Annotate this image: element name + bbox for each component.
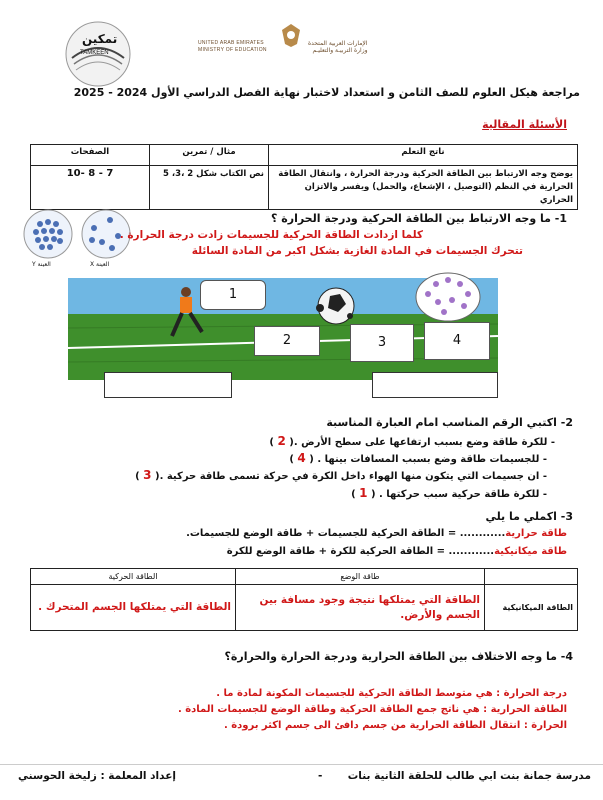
ministry-ar: الإمارات العربية المتحدة وزارة التربيـة والتعليـم: [308, 40, 368, 54]
answer-box-right: [372, 372, 498, 398]
q2-answer-2: 4: [297, 451, 306, 465]
q2-item-4: - للكرة طاقة حركية سبب حركتها . ( 1 ): [351, 486, 547, 500]
q2-answer-3: 3: [143, 468, 152, 482]
sample-y-illustration: [22, 208, 74, 264]
pages-cell: 7 - 8 -10: [31, 166, 150, 210]
q2-item-2: - للجسيمات طاقة وضع بسبب المسافات بينها . ( 4 ): [289, 451, 547, 465]
logo-text: تمكين: [82, 32, 118, 46]
particles-bubble: [414, 270, 482, 328]
footer-dash: -: [318, 770, 323, 782]
energy-potential-cell: الطاقة التي يمتلكها نتيجة وجود مسافة بين الجسم والأرض.: [236, 585, 485, 631]
q3-answer-2: طاقة ميكانيكية: [494, 546, 567, 557]
sample-x-label: العينة X: [90, 261, 110, 268]
q1-question: 1- ما وجه الارتباط بين الطاقة الحركية ودرجة الحرارة ؟: [271, 212, 567, 225]
page-title: مراجعة هيكل العلوم للصف الثامن و استعداد لاختبار نهاية الفصل الدراسي الأول 2024 - 2025: [73, 86, 580, 99]
answer-box-left: [104, 372, 232, 398]
q3-question: 3- اكملي ما يلي: [485, 510, 573, 523]
q2-answer-1: 2: [277, 434, 286, 448]
q4-answer-1: درجة الحرارة : هي متوسط الطاقة الحركية للجسيمات المكونة لمادة ما .: [216, 688, 567, 699]
outcomes-table: [30, 144, 578, 210]
q2-question: 2- اكتبي الرقم المناسب امام العبارة المناسبة: [326, 416, 573, 429]
energy-kinetic-cell: الطاقة التي يمتلكها الجسم المتحرك .: [31, 585, 236, 631]
logo-subtext: TAMKEEN: [80, 50, 109, 56]
outcome-cell: يوضح وجه الارتباط بين الطاقة الحركية ودرجة الحرارة ، وانتقال الطاقة الحرارية في النظم (التوصيل ، الإشعاع، والحمل) ويفسر والاتزان الحراري: [269, 166, 578, 210]
q4-answer-3: الحرارة : انتقال الطاقة الحرارية من جسم دافئ الى جسم اكثر برودة .: [223, 720, 567, 731]
header-pages: الصفحات: [31, 145, 150, 166]
ministry-en: UNITED ARAB EMIRATES MINISTRY OF EDUCATION: [198, 40, 267, 53]
uae-emblem-icon: [280, 22, 302, 52]
energy-header-potential: طاقة الوضع: [236, 569, 485, 585]
q3-line-2: طاقة ميكانيكية............ = الطاقة الحركية للكرة + طاقة الوضع للكرة: [226, 546, 567, 557]
diagram-label-2: 2: [254, 326, 320, 356]
q1-answer-1: كلما ازدادت الطاقة الحركية للجسيمات زادت درجة الحرارة .: [119, 229, 423, 241]
footer-school: مدرسة جمانة بنت ابي طالب للحلقة الثانية بنات: [347, 770, 591, 782]
header-outcome: ناتج التعلم: [269, 145, 578, 166]
energy-row-label: الطاقة الميكانيكية: [485, 585, 578, 631]
diagram-label-1: 1: [200, 280, 266, 310]
footer-teacher: إعداد المعلمة : زليخة الحوسني: [18, 770, 176, 782]
q3-line-1: طاقة حرارية............ = الطاقة الحركية للجسيمات + طاقة الوضع للجسيمات.: [186, 528, 567, 539]
section-title: الأسئلة المقالية: [482, 118, 567, 131]
q1-answer-2: تتحرك الجسيمات في المادة الغازية بشكل اكبر من المادة السائلة: [191, 245, 523, 257]
energy-table: [30, 568, 578, 631]
diagram-label-4: 4: [424, 322, 490, 360]
q2-item-3: - ان جسيمات التي يتكون منها الهواء داخل الكرة في حركة تسمى طاقة حركية .( 3 ): [135, 468, 547, 482]
q2-answer-4: 1: [359, 486, 368, 500]
sample-y-label: العينة Y: [32, 261, 51, 268]
q4-answer-2: الطاقة الحرارية : هي ناتج جمع الطاقة الحركية وطاقة الوضع للجسيمات المادة .: [177, 704, 567, 715]
q2-item-1: - للكرة طاقة وضع بسبب ارتفاعها على سطح الأرض .( 2 ): [269, 434, 555, 448]
energy-header-empty: [485, 569, 578, 585]
example-cell: نص الكتاب شكل 2 ،3، 5: [150, 166, 269, 210]
energy-header-kinetic: الطاقة الحركية: [31, 569, 236, 585]
diagram-label-3: 3: [350, 324, 414, 362]
header-example: مثال / تمرين: [150, 145, 269, 166]
q3-answer-1: طاقة حرارية: [505, 528, 567, 539]
q4-question: 4- ما وجه الاختلاف بين الطاقة الحرارية ودرجة الحرارة والحرارة؟: [224, 650, 573, 663]
